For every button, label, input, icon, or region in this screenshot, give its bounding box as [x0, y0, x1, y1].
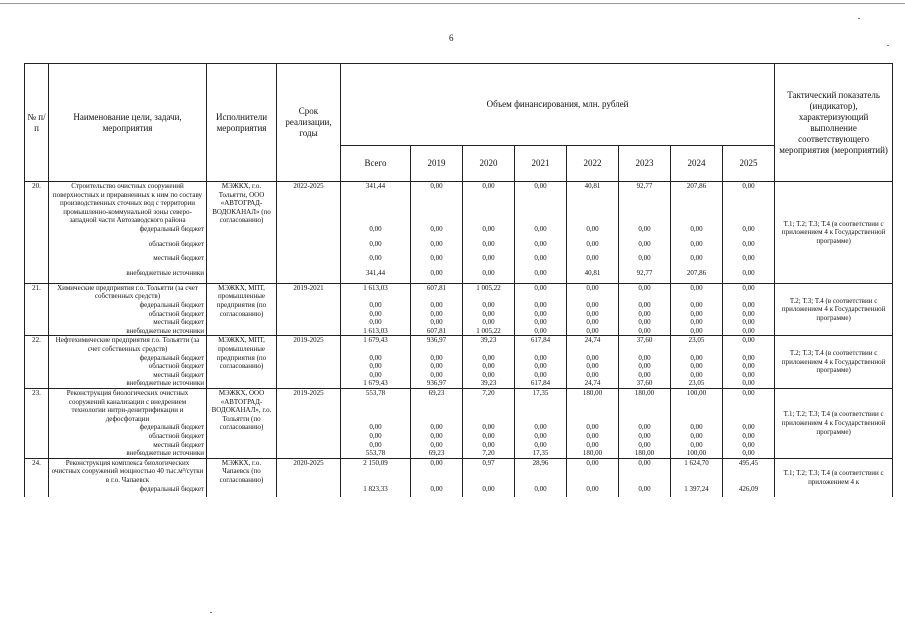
budget-source-value: 426,09	[723, 485, 775, 498]
budget-source-value: 0,00	[671, 432, 723, 441]
header-year-2023: 2023	[619, 146, 671, 182]
budget-source-value: 0,00	[341, 240, 411, 255]
budget-source-label: областной бюджет	[49, 432, 207, 441]
table-row	[25, 182, 893, 225]
budget-source-value: 0,00	[671, 254, 723, 269]
budget-source-label: областной бюджет	[49, 240, 207, 255]
header-year-2022: 2022	[567, 146, 619, 182]
budget-source-label: внебюджетные источники	[49, 379, 207, 388]
budget-source-value: 0,00	[723, 362, 775, 371]
budget-source-value: 0,00	[411, 432, 463, 441]
budget-source-value: 0,00	[515, 432, 567, 441]
budget-source-value: 0,00	[619, 432, 671, 441]
table-row	[25, 458, 893, 484]
funding-total-value: 0,00	[723, 283, 775, 301]
budget-source-value: 0,00	[567, 240, 619, 255]
budget-source-value: 17,35	[515, 449, 567, 458]
budget-source-value: 69,23	[411, 449, 463, 458]
funding-total-value: 2 150,09	[341, 458, 411, 484]
funding-table	[24, 63, 893, 497]
budget-source-value: 0,00	[515, 240, 567, 255]
funding-total-value: 0,00	[619, 458, 671, 484]
row-number: 20.	[25, 182, 49, 284]
budget-source-value: 607,81	[411, 327, 463, 336]
budget-source-value: 0,00	[515, 301, 567, 310]
budget-source-value: 0,00	[671, 240, 723, 255]
funding-total-value: 180,00	[619, 388, 671, 423]
budget-source-value: 0,00	[411, 318, 463, 327]
budget-source-value: 0,00	[619, 441, 671, 450]
budget-source-value: 0,00	[671, 362, 723, 371]
budget-source-value: 0,00	[619, 240, 671, 255]
budget-source-value: 0,00	[463, 225, 515, 240]
budget-source-value: 0,00	[411, 269, 463, 284]
budget-source-value: 0,00	[341, 354, 411, 363]
funding-total-value: 0,00	[515, 283, 567, 301]
table-subrow	[25, 301, 893, 310]
budget-source-label: местный бюджет	[49, 371, 207, 380]
table-subrow	[25, 225, 893, 240]
budget-source-value: 0,00	[463, 310, 515, 319]
funding-total-value: 1 679,43	[341, 336, 411, 354]
budget-source-value: 1 005,22	[463, 327, 515, 336]
budget-source-value: 0,00	[567, 371, 619, 380]
budget-source-value: 0,00	[567, 423, 619, 432]
budget-source-label: федеральный бюджет	[49, 423, 207, 432]
budget-source-value: 0,00	[619, 318, 671, 327]
budget-source-value: 180,00	[619, 449, 671, 458]
budget-source-value: 341,44	[341, 269, 411, 284]
budget-source-value: 0,00	[411, 371, 463, 380]
measure-indicator: Т.1; Т.2; Т.3; Т.4 (в соответствии с приложением 4 к	[775, 458, 893, 497]
budget-source-label: внебюджетные источники	[49, 449, 207, 458]
budget-source-value: 0,00	[341, 254, 411, 269]
table-subrow	[25, 423, 893, 432]
budget-source-value: 0,00	[341, 310, 411, 319]
measure-executors: МЭЖКХ, ООО «АВТОГРАД-ВОДОКАНАЛ», г.о. Тольятти (по согласованию)	[207, 388, 277, 458]
budget-source-label: областной бюджет	[49, 310, 207, 319]
table-subrow	[25, 318, 893, 327]
funding-total-value: 92,77	[619, 182, 671, 225]
table-body	[25, 182, 893, 498]
header-executors: Исполнители мероприятия	[207, 64, 277, 182]
header-indicator: Тактический показатель (индикатор), характеризующий выполнение соответствующего мероприятия (мероприятий)	[775, 64, 893, 182]
budget-source-value: 0,00	[671, 310, 723, 319]
table-row	[25, 336, 893, 354]
budget-source-value: 0,00	[463, 371, 515, 380]
table-subrow	[25, 327, 893, 336]
table-subrow	[25, 485, 893, 498]
budget-source-value: 0,00	[619, 371, 671, 380]
funding-total-value: 0,00	[463, 182, 515, 225]
budget-source-value: 1 679,43	[341, 379, 411, 388]
funding-total-value: 207,86	[671, 182, 723, 225]
budget-source-value: 0,00	[411, 225, 463, 240]
funding-total-value: 1 624,70	[671, 458, 723, 484]
budget-source-value: 39,23	[463, 379, 515, 388]
budget-source-label: местный бюджет	[49, 441, 207, 450]
budget-source-value: 0,00	[567, 432, 619, 441]
header-funding: Объем финансирования, млн. рублей	[341, 64, 775, 146]
budget-source-value: 0,00	[341, 362, 411, 371]
row-number: 22.	[25, 336, 49, 389]
table-row	[25, 388, 893, 423]
table-subrow	[25, 354, 893, 363]
header-year-2021: 2021	[515, 146, 567, 182]
funding-total-value: 40,81	[567, 182, 619, 225]
budget-source-value: 0,00	[567, 441, 619, 450]
budget-source-value: 0,00	[619, 485, 671, 498]
budget-source-value: 0,00	[723, 240, 775, 255]
budget-source-value: 207,86	[671, 269, 723, 284]
budget-source-label: местный бюджет	[49, 318, 207, 327]
budget-source-value: 180,00	[567, 449, 619, 458]
funding-total-value: 28,96	[515, 458, 567, 484]
budget-source-value: 0,00	[463, 432, 515, 441]
measure-executors: МЭЖКХ, МПТ, промышленные предприятия (по согласованию)	[207, 283, 277, 336]
funding-total-value: 0,00	[723, 336, 775, 354]
header-term: Срок реализации, годы	[277, 64, 341, 182]
table-subrow	[25, 449, 893, 458]
funding-total-value: 341,44	[341, 182, 411, 225]
funding-total-value: 24,74	[567, 336, 619, 354]
funding-total-value: 39,23	[463, 336, 515, 354]
budget-source-value: 0,00	[619, 301, 671, 310]
budget-source-label: федеральный бюджет	[49, 225, 207, 240]
budget-source-value: 0,00	[341, 371, 411, 380]
budget-source-value: 0,00	[515, 371, 567, 380]
budget-source-value: 0,00	[619, 254, 671, 269]
budget-source-value: 0,00	[671, 423, 723, 432]
budget-source-value: 0,00	[411, 423, 463, 432]
measure-name: Реконструкция комплекса биологических очистных сооружений мощностью 40 тыс.м³/сутки в г.о. Чапаевск	[49, 458, 207, 484]
measure-executors: МЭЖКХ, МПТ, промышленные предприятия (по согласованию)	[207, 336, 277, 389]
budget-source-value: 0,00	[341, 301, 411, 310]
measure-name: Строительство очистных сооружений поверхностных и приравненных к ним по составу производственных сточных вод с территории промышленно-коммунальной зоны северо-западной части Автозаводского района	[49, 182, 207, 225]
funding-total-value: 180,00	[567, 388, 619, 423]
measure-term: 2019-2025	[277, 388, 341, 458]
budget-source-value: 0,00	[411, 354, 463, 363]
budget-source-value: 24,74	[567, 379, 619, 388]
budget-source-value: 0,00	[567, 354, 619, 363]
budget-source-value: 0,00	[567, 301, 619, 310]
funding-total-value: 0,00	[567, 283, 619, 301]
funding-total-value: 1 613,03	[341, 283, 411, 301]
budget-source-value: 0,00	[515, 354, 567, 363]
budget-source-value: 0,00	[515, 254, 567, 269]
row-number: 23.	[25, 388, 49, 458]
table-subrow	[25, 441, 893, 450]
scan-speck	[210, 612, 212, 613]
funding-total-value: 100,00	[671, 388, 723, 423]
funding-total-value: 0,00	[723, 388, 775, 423]
budget-source-value: 0,00	[411, 441, 463, 450]
budget-source-value: 0,00	[619, 354, 671, 363]
measure-name: Химические предприятия г.о. Тольятти (за счет собственных средств)	[49, 283, 207, 301]
budget-source-value: 0,00	[515, 225, 567, 240]
budget-source-value: 0,00	[567, 310, 619, 319]
measure-term: 2019-2021	[277, 283, 341, 336]
header-year-total: Всего	[341, 146, 411, 182]
funding-total-value: 0,00	[567, 458, 619, 484]
budget-source-value: 0,00	[411, 485, 463, 498]
row-number: 24.	[25, 458, 49, 497]
header-year-2024: 2024	[671, 146, 723, 182]
budget-source-value: 0,00	[463, 240, 515, 255]
funding-total-value: 0,00	[515, 182, 567, 225]
table-subrow	[25, 269, 893, 284]
budget-source-value: 0,00	[723, 301, 775, 310]
budget-source-value: 0,00	[463, 254, 515, 269]
funding-total-value: 553,78	[341, 388, 411, 423]
measure-term: 2022-2025	[277, 182, 341, 284]
funding-total-value: 0,00	[411, 458, 463, 484]
budget-source-value: 0,00	[411, 240, 463, 255]
budget-source-value: 0,00	[515, 327, 567, 336]
funding-total-value: 617,84	[515, 336, 567, 354]
measure-indicator: Т.1; Т.2; Т.3; Т.4 (в соответствии с приложением 4 к Государственной программе)	[775, 388, 893, 458]
measure-indicator: Т.2; Т.3; Т.4 (в соответствии с приложением 4 к Государственной программе)	[775, 336, 893, 389]
funding-total-value: 607,81	[411, 283, 463, 301]
budget-source-value: 0,00	[723, 310, 775, 319]
budget-source-value: 0,00	[671, 371, 723, 380]
budget-source-value: 0,00	[515, 318, 567, 327]
budget-source-value: 0,00	[671, 441, 723, 450]
budget-source-value: 0,00	[619, 362, 671, 371]
funding-total-value: 69,23	[411, 388, 463, 423]
funding-total-value: 23,05	[671, 336, 723, 354]
funding-total-value: 495,45	[723, 458, 775, 484]
table-row	[25, 283, 893, 301]
table-subrow	[25, 240, 893, 255]
budget-source-value: 0,00	[411, 310, 463, 319]
table-subrow	[25, 371, 893, 380]
budget-source-value: 0,00	[515, 269, 567, 284]
budget-source-value: 0,00	[619, 225, 671, 240]
budget-source-value: 100,00	[671, 449, 723, 458]
budget-source-value: 0,00	[723, 254, 775, 269]
table-subrow	[25, 432, 893, 441]
budget-source-value: 0,00	[671, 301, 723, 310]
budget-source-value: 617,84	[515, 379, 567, 388]
budget-source-value: 1 397,24	[671, 485, 723, 498]
budget-source-value: 0,00	[671, 225, 723, 240]
budget-source-value: 0,00	[723, 379, 775, 388]
budget-source-value: 0,00	[723, 354, 775, 363]
budget-source-value: 0,00	[341, 432, 411, 441]
budget-source-value: 0,00	[671, 354, 723, 363]
budget-source-value: 0,00	[463, 362, 515, 371]
budget-source-value: 0,00	[567, 485, 619, 498]
budget-source-value: 0,00	[723, 449, 775, 458]
measure-term: 2019-2025	[277, 336, 341, 389]
budget-source-label: областной бюджет	[49, 362, 207, 371]
budget-source-value: 0,00	[463, 485, 515, 498]
scan-speck	[887, 45, 889, 46]
header-year-2025: 2025	[723, 146, 775, 182]
measure-name: Нефтехимические предприятия г.о. Тольятти (за счет собственных средств)	[49, 336, 207, 354]
funding-total-value: 0,00	[411, 182, 463, 225]
budget-source-value: 0,00	[619, 423, 671, 432]
budget-source-value: 92,77	[619, 269, 671, 284]
funding-total-value: 17,35	[515, 388, 567, 423]
budget-source-value: 0,00	[619, 310, 671, 319]
header-name: Наименование цели, задачи, мероприятия	[49, 64, 207, 182]
budget-source-value: 0,00	[463, 301, 515, 310]
table-subrow	[25, 379, 893, 388]
budget-source-value: 936,97	[411, 379, 463, 388]
budget-source-value: 0,00	[567, 254, 619, 269]
measure-name: Реконструкция биологических очистных сооружений канализации с внедрением технологии нитри-денитрификации и дефосфотации	[49, 388, 207, 423]
budget-source-value: 0,00	[341, 423, 411, 432]
funding-total-value: 0,00	[723, 182, 775, 225]
budget-source-value: 0,00	[619, 327, 671, 336]
budget-source-value: 0,00	[411, 254, 463, 269]
budget-source-label: внебюджетные источники	[49, 269, 207, 284]
budget-source-value: 1 823,33	[341, 485, 411, 498]
budget-source-value: 0,00	[723, 269, 775, 284]
budget-source-value: 0,00	[567, 225, 619, 240]
budget-source-value: 0,00	[515, 423, 567, 432]
budget-source-value: 0,00	[723, 441, 775, 450]
measure-term: 2020-2025	[277, 458, 341, 497]
budget-source-label: федеральный бюджет	[49, 354, 207, 363]
table-subrow	[25, 362, 893, 371]
budget-source-value: 0,00	[463, 269, 515, 284]
budget-source-value: 1 613,03	[341, 327, 411, 336]
measure-indicator: Т.1; Т.2; Т.3; Т.4 (в соответствии с приложением 4 к Государственной программе)	[775, 182, 893, 284]
budget-source-value: 0,00	[341, 441, 411, 450]
budget-source-label: федеральный бюджет	[49, 301, 207, 310]
table-subrow	[25, 254, 893, 269]
funding-total-value: 936,97	[411, 336, 463, 354]
row-number: 21.	[25, 283, 49, 336]
budget-source-value: 0,00	[723, 432, 775, 441]
budget-source-value: 553,78	[341, 449, 411, 458]
budget-source-value: 0,00	[515, 485, 567, 498]
budget-source-value: 0,00	[567, 318, 619, 327]
measure-indicator: Т.2; Т.3; Т.4 (в соответствии с приложением 4 к Государственной программе)	[775, 283, 893, 336]
budget-source-value: 0,00	[671, 327, 723, 336]
budget-source-value: 40,81	[567, 269, 619, 284]
budget-source-label: местный бюджет	[49, 254, 207, 269]
funding-total-value: 0,00	[619, 283, 671, 301]
budget-source-value: 23,05	[671, 379, 723, 388]
page-number: 6	[449, 33, 454, 43]
budget-source-value: 0,00	[723, 327, 775, 336]
budget-source-value: 0,00	[411, 301, 463, 310]
budget-source-value: 7,20	[463, 449, 515, 458]
funding-total-value: 7,20	[463, 388, 515, 423]
budget-source-value: 0,00	[671, 318, 723, 327]
budget-source-label: федеральный бюджет	[49, 485, 207, 498]
budget-source-value: 0,00	[341, 225, 411, 240]
budget-source-value: 0,00	[515, 310, 567, 319]
budget-source-value: 0,00	[463, 318, 515, 327]
budget-source-value: 0,00	[515, 441, 567, 450]
budget-source-value: 0,00	[567, 362, 619, 371]
budget-source-value: 0,00	[463, 423, 515, 432]
funding-total-value: 0,97	[463, 458, 515, 484]
budget-source-label: внебюджетные источники	[49, 327, 207, 336]
budget-source-value: 37,60	[619, 379, 671, 388]
scan-speck	[858, 18, 860, 19]
funding-total-value: 1 005,22	[463, 283, 515, 301]
scan-top-rule	[0, 3, 905, 4]
budget-source-value: 0,00	[723, 318, 775, 327]
budget-source-value: 0,00	[463, 354, 515, 363]
table-subrow	[25, 310, 893, 319]
header-year-2019: 2019	[411, 146, 463, 182]
budget-source-value: 0,00	[463, 441, 515, 450]
funding-total-value: 0,00	[671, 283, 723, 301]
budget-source-value: 0,00	[567, 327, 619, 336]
measure-executors: МЭЖКХ, г.о. Чапаевск (по согласованию)	[207, 458, 277, 497]
header-num: № п/п	[25, 64, 49, 182]
budget-source-value: 0,00	[411, 362, 463, 371]
header-year-2020: 2020	[463, 146, 515, 182]
measure-executors: МЭЖКХ, г.о. Тольятти, ООО «АВТОГРАД-ВОДОКАНАЛ» (по согласованию)	[207, 182, 277, 284]
budget-source-value: 0,00	[723, 423, 775, 432]
budget-source-value: 0,00	[723, 371, 775, 380]
budget-source-value: 0,00	[341, 318, 411, 327]
funding-total-value: 37,60	[619, 336, 671, 354]
budget-source-value: 0,00	[515, 362, 567, 371]
budget-source-value: 0,00	[723, 225, 775, 240]
